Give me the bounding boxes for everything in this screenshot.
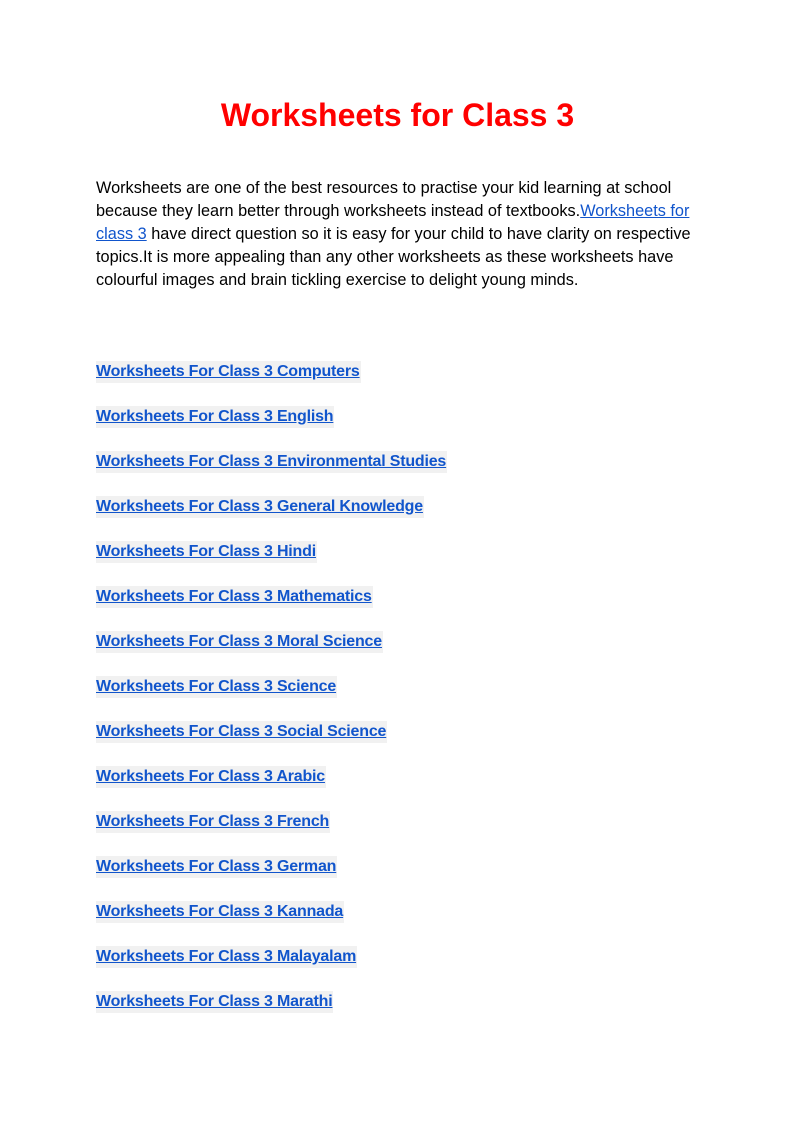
link-arabic[interactable]: Worksheets For Class 3 Arabic [96, 766, 326, 788]
link-german[interactable]: Worksheets For Class 3 German [96, 856, 337, 878]
link-hindi[interactable]: Worksheets For Class 3 Hindi [96, 541, 317, 563]
list-item [96, 541, 447, 586]
list-item [96, 991, 447, 1036]
link-social-science[interactable]: Worksheets For Class 3 Social Science [96, 721, 387, 743]
list-item [96, 676, 447, 721]
intro-text-after-link: have direct question so it is easy for your child to have clarity on respective topics.It is more appealing than any other worksheets as these worksheets have colourful images and brain tickling exercise to delight young minds. [96, 225, 691, 289]
link-science[interactable]: Worksheets For Class 3 Science [96, 676, 337, 698]
link-french[interactable]: Worksheets For Class 3 French [96, 811, 330, 833]
link-environmental-studies[interactable]: Worksheets For Class 3 Environmental Studies [96, 451, 447, 473]
link-marathi[interactable]: Worksheets For Class 3 Marathi [96, 991, 333, 1013]
list-item [96, 766, 447, 811]
subject-links-list [96, 361, 447, 1036]
list-item [96, 451, 447, 496]
list-item [96, 856, 447, 901]
list-item [96, 721, 447, 766]
link-general-knowledge[interactable]: Worksheets For Class 3 General Knowledge [96, 496, 424, 518]
list-item [96, 586, 447, 631]
list-item [96, 361, 447, 406]
list-item [96, 946, 447, 991]
link-mathematics[interactable]: Worksheets For Class 3 Mathematics [96, 586, 373, 608]
list-item [96, 496, 447, 541]
list-item [96, 901, 447, 946]
worksheets-for-class-3-link[interactable]: Worksheets for class 3 [96, 202, 690, 243]
intro-paragraph [96, 177, 696, 292]
list-item [96, 631, 447, 676]
link-moral-science[interactable]: Worksheets For Class 3 Moral Science [96, 631, 383, 653]
intro-text-before-link: Worksheets are one of the best resources to practise your kid learning at school because they learn better through worksheets instead of textbooks. [96, 179, 672, 220]
list-item [96, 406, 447, 451]
link-computers[interactable]: Worksheets For Class 3 Computers [96, 361, 361, 383]
link-malayalam[interactable]: Worksheets For Class 3 Malayalam [96, 946, 357, 968]
list-item [96, 811, 447, 856]
link-kannada[interactable]: Worksheets For Class 3 Kannada [96, 901, 344, 923]
link-english[interactable]: Worksheets For Class 3 English [96, 406, 334, 428]
page-title: Worksheets for Class 3 [220, 97, 575, 133]
